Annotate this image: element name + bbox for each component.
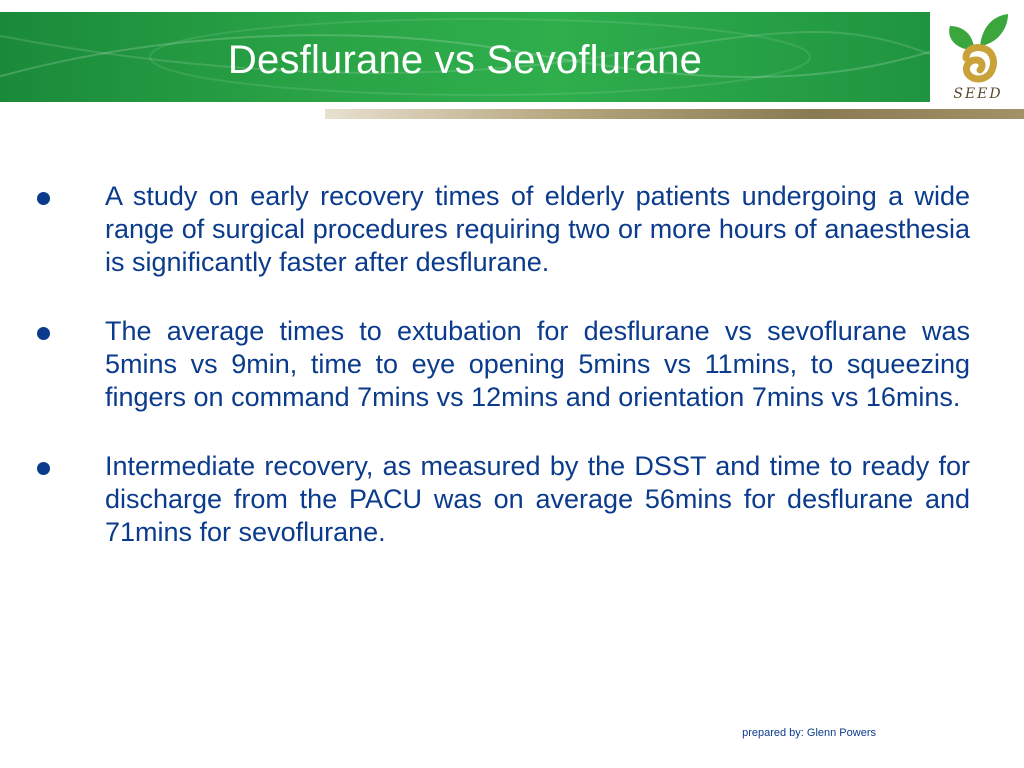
bullet-text: Intermediate recovery, as measured by the DSST and time to ready for discharge from the PACU was on average 56mins for desflurane and 71mins for sevoflurane.: [105, 451, 970, 547]
seed-logo: [938, 10, 1018, 106]
footer-credit: prepared by: Glenn Powers: [742, 727, 876, 739]
bullet-item-study: [30, 180, 970, 279]
seed-leaf-icon: [938, 10, 1018, 88]
bullet-item-average-times: [30, 315, 970, 414]
bullet-text: A study on early recovery times of elderly patients undergoing a wide range of surgical procedures requiring two or more hours of anaesthesia is significantly faster after desflurane.: [105, 181, 970, 277]
bullet-dot-icon: [37, 192, 50, 205]
bullet-list: [30, 180, 970, 585]
accent-divider-bar: [325, 109, 1024, 119]
bullet-text: The average times to extubation for desflurane vs sevoflurane was 5mins vs 9min, time to eye opening 5mins vs 11mins, to squeezing fingers on command 7mins vs 12mins and orientation 7mins vs 16mins.: [105, 316, 970, 412]
bullet-dot-icon: [37, 327, 50, 340]
slide-title: Desflurane vs Sevoflurane: [227, 38, 703, 82]
bullet-item-intermediate-recovery: [30, 450, 970, 549]
title-bar: [0, 12, 930, 102]
bullet-dot-icon: [37, 462, 50, 475]
seed-logo-word: SEED: [953, 86, 1003, 102]
